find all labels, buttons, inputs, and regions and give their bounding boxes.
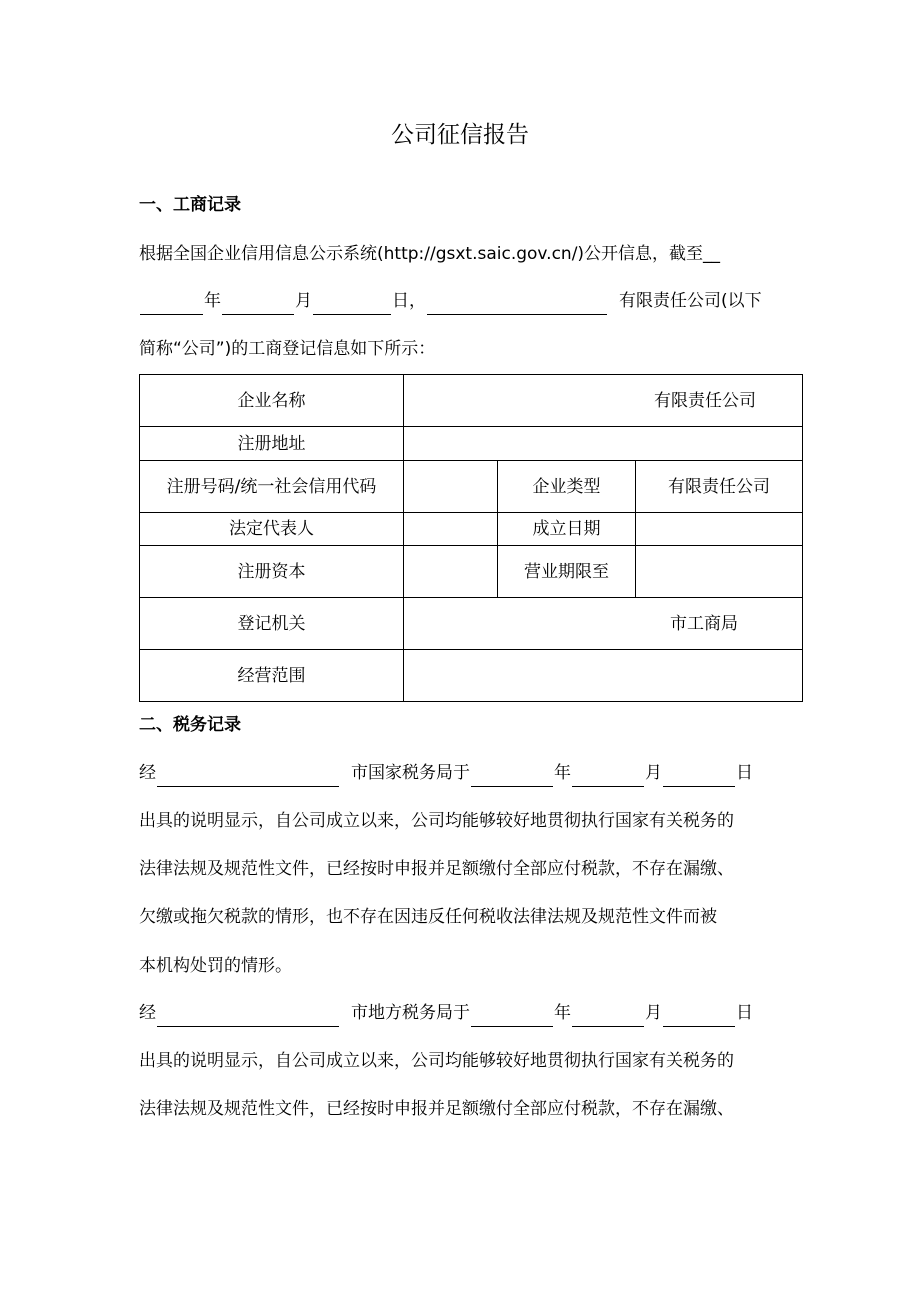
document-title: 公司征信报告 [391, 122, 529, 148]
day-label: 日 [736, 1003, 753, 1023]
year-label: 年 [554, 763, 571, 783]
table-row [140, 513, 803, 546]
table-row [140, 461, 803, 513]
year-label: 年 [204, 291, 221, 311]
tax-para-1-line-1 [139, 759, 799, 787]
day-label: 日 [736, 763, 753, 783]
reg-capital-value [404, 546, 498, 598]
month-label: 月 [645, 1003, 662, 1023]
bureau-label: 市国家税务局于 [351, 763, 470, 783]
legal-rep-label: 法定代表人 [140, 513, 404, 546]
legal-rep-value [404, 513, 498, 546]
company-suffix: 有限责任公司(以下 [619, 291, 762, 311]
blank-month [222, 294, 294, 315]
reg-authority-label: 登记机关 [140, 598, 404, 650]
blank-year [471, 766, 553, 787]
reg-number-label: 注册号码/统一社会信用代码 [140, 461, 404, 513]
company-name-label: 企业名称 [140, 375, 404, 427]
month-label: 月 [295, 291, 312, 311]
bureau-label: 市地方税务局于 [351, 1003, 470, 1023]
established-date-label: 成立日期 [498, 513, 636, 546]
reg-number-value [404, 461, 498, 513]
blank-company-name [427, 294, 607, 315]
blank-city [157, 1006, 339, 1027]
blank-month [572, 1006, 644, 1027]
table-row [140, 375, 803, 427]
section-1-line-3: 简称“公司”)的工商登记信息如下所示： [139, 339, 436, 359]
enterprise-type-label: 企业类型 [498, 461, 636, 513]
tax-para-1-line-4: 欠缴或拖欠税款的情形，也不存在因违反任何税收法律法规及规范性文件而被 [139, 907, 717, 927]
prefix-label: 经 [139, 1003, 156, 1023]
section-1-line-2 [139, 287, 799, 315]
blank-city [157, 766, 339, 787]
tax-para-1-line-2: 出具的说明显示，自公司成立以来，公司均能够较好地贯彻执行国家有关税务的 [139, 811, 734, 831]
table-row [140, 427, 803, 461]
reg-capital-label: 注册资本 [140, 546, 404, 598]
enterprise-type-value: 有限责任公司 [636, 461, 803, 513]
business-scope-value [404, 650, 803, 702]
tax-para-1-line-5: 本机构处罚的情形。 [139, 956, 292, 976]
blank-day [663, 1006, 735, 1027]
business-term-label: 营业期限至 [498, 546, 636, 598]
section-2-heading: 二、税务记录 [139, 715, 241, 735]
blank-day [313, 294, 391, 315]
tax-para-1-line-3: 法律法规及规范性文件，已经按时申报并足额缴付全部应付税款，不存在漏缴、 [139, 859, 734, 879]
section-1-heading: 一、工商记录 [139, 195, 241, 215]
business-registration-table [139, 374, 803, 702]
table-row [140, 650, 803, 702]
month-label: 月 [645, 763, 662, 783]
reg-authority-value: 市工商局 [404, 598, 803, 650]
section-1-line-1: 根据全国企业信用信息公示系统(http://gsxt.saic.gov.cn/)公开信息，截至__ [139, 244, 721, 264]
established-date-value [636, 513, 803, 546]
blank-day [663, 766, 735, 787]
reg-address-value [404, 427, 803, 461]
tax-para-2-line-2: 出具的说明显示，自公司成立以来，公司均能够较好地贯彻执行国家有关税务的 [139, 1051, 734, 1071]
blank-month [572, 766, 644, 787]
tax-para-2-line-1 [139, 999, 799, 1027]
blank-year [140, 294, 203, 315]
year-label: 年 [554, 1003, 571, 1023]
tax-para-2-line-3: 法律法规及规范性文件，已经按时申报并足额缴付全部应付税款，不存在漏缴、 [139, 1099, 734, 1119]
prefix-label: 经 [139, 763, 156, 783]
blank-year [471, 1006, 553, 1027]
business-term-value [636, 546, 803, 598]
day-label: 日， [392, 291, 426, 311]
company-name-value: 有限责任公司 [404, 375, 803, 427]
table-row [140, 546, 803, 598]
table-row [140, 598, 803, 650]
business-scope-label: 经营范围 [140, 650, 404, 702]
reg-address-label: 注册地址 [140, 427, 404, 461]
